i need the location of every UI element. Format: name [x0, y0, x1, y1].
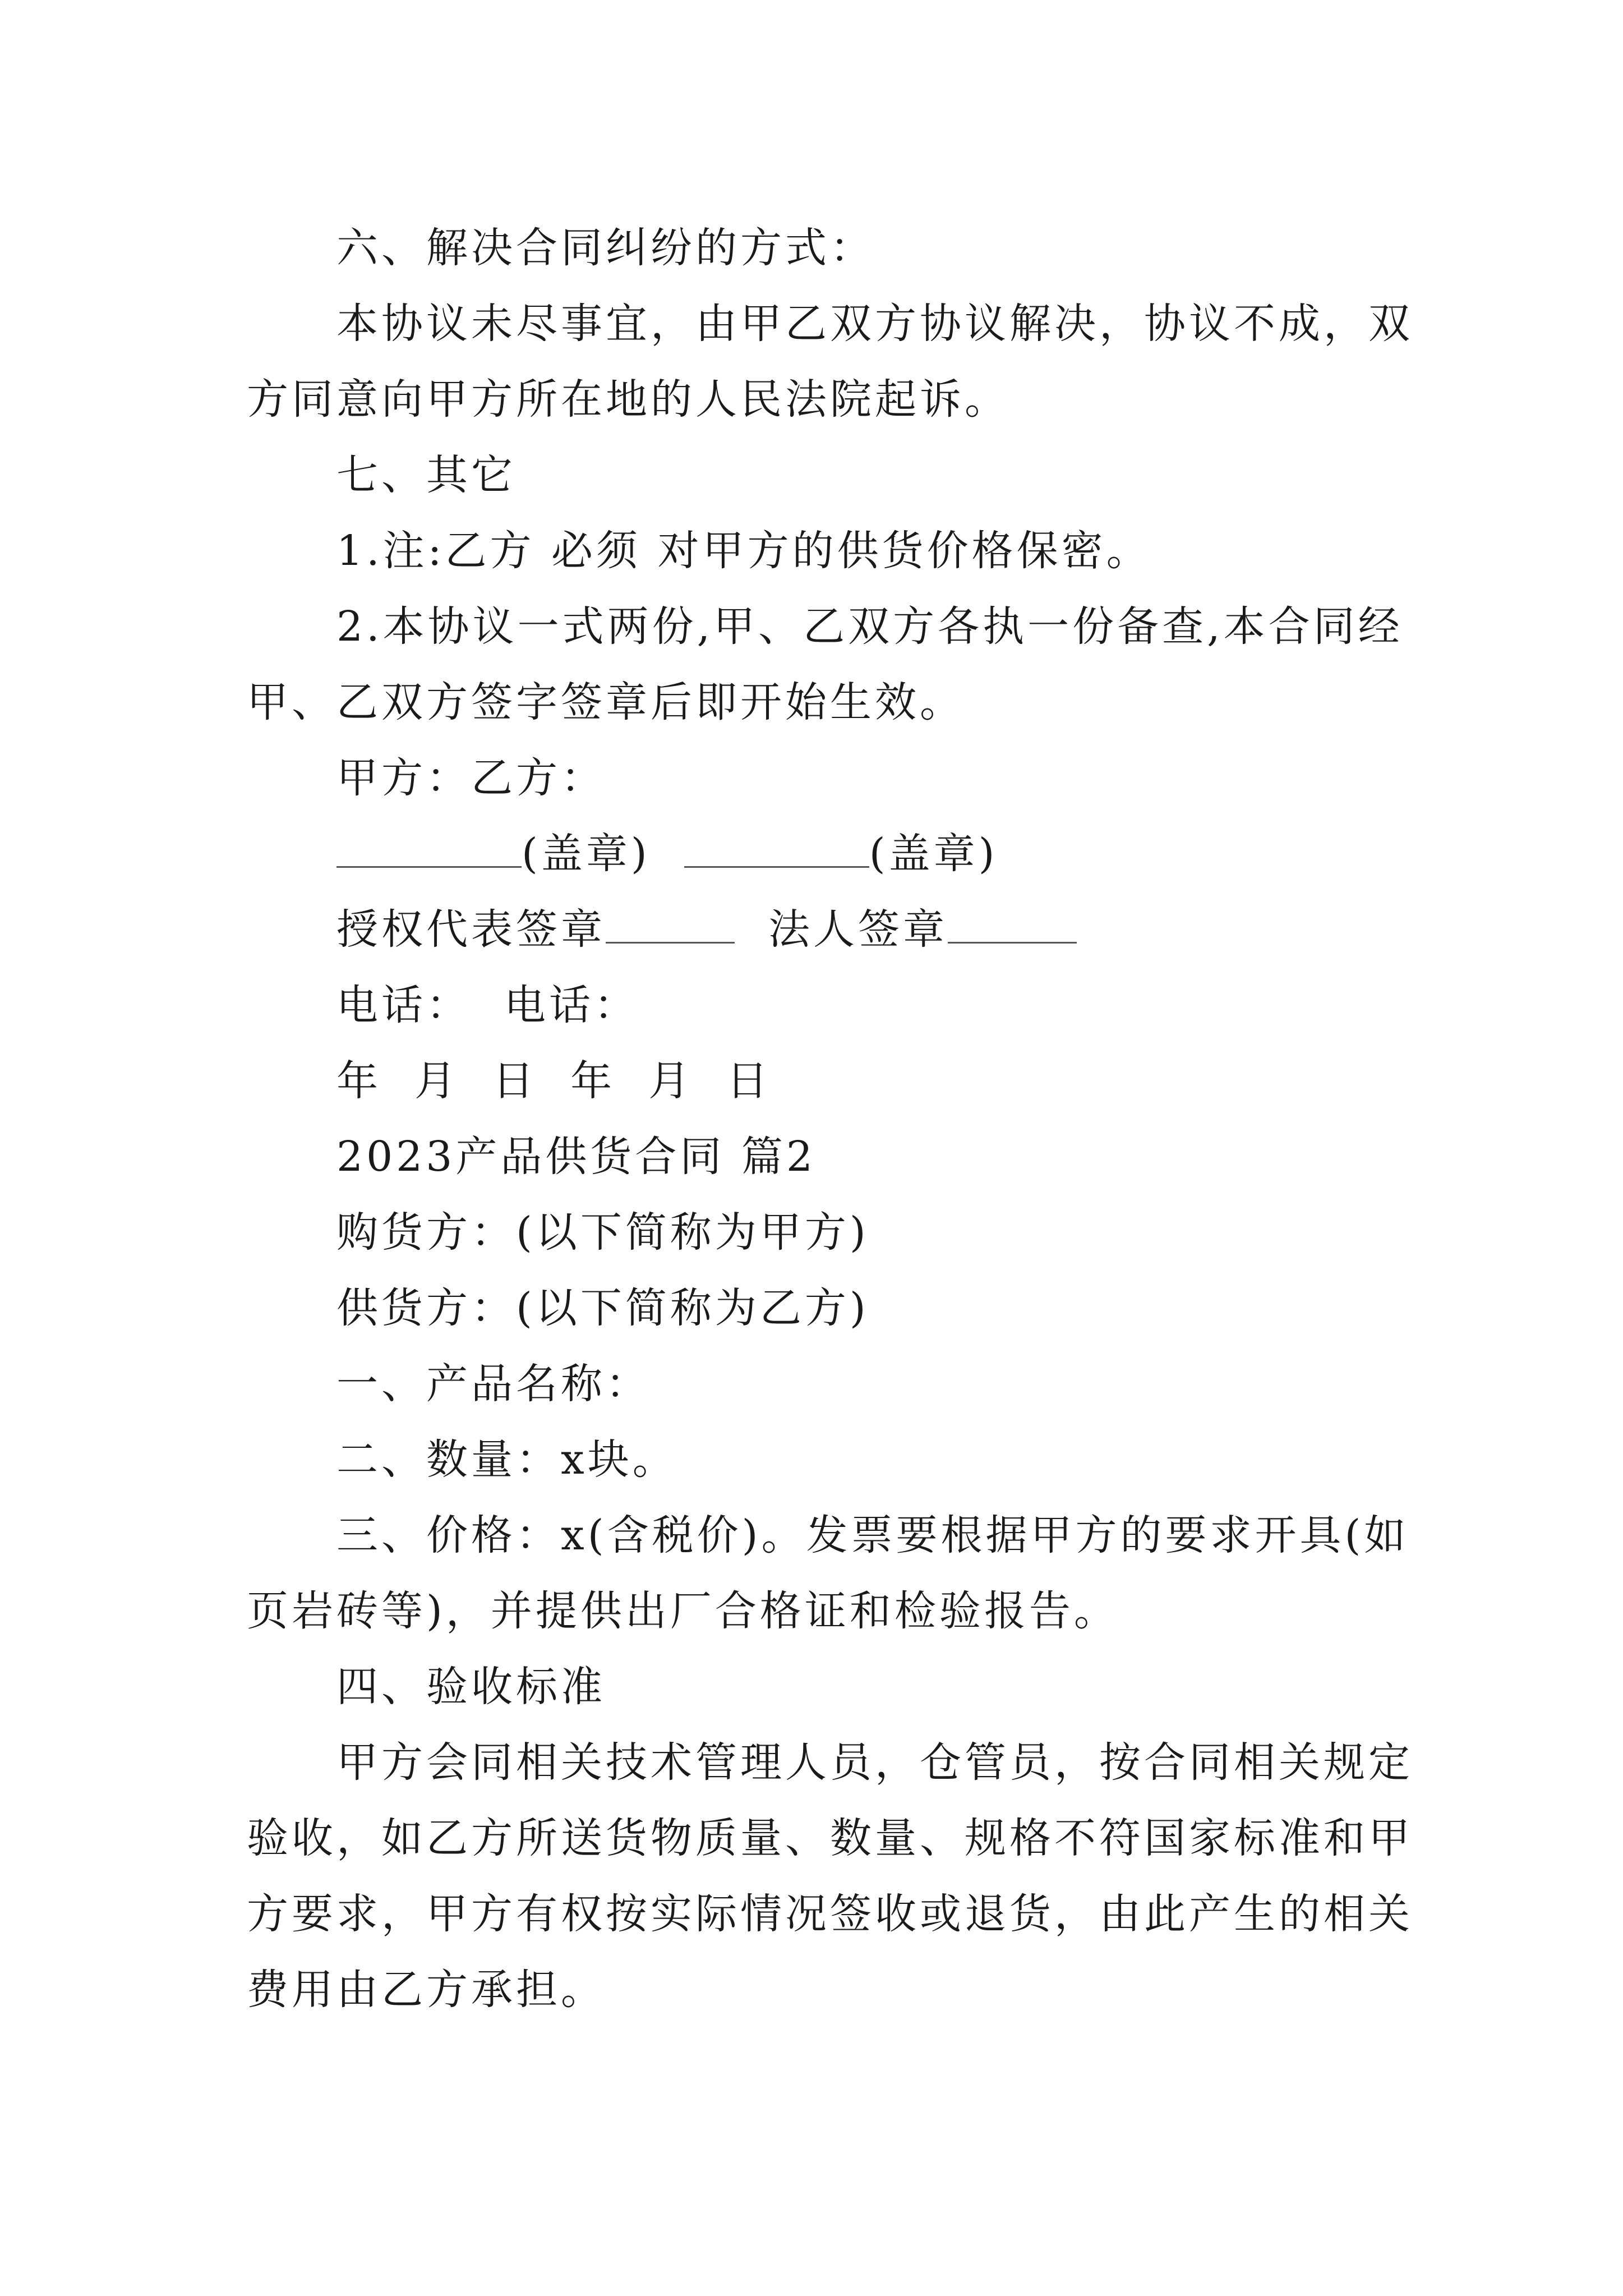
party-labels: 甲方：乙方： — [336, 754, 606, 802]
authorized-rep-blank — [606, 906, 735, 944]
party-a-seal-blank — [336, 830, 522, 868]
supplier-line: 供货方：(以下简称为乙方) — [336, 1284, 869, 1332]
section-heading-dispute-resolution: 六、解决合同纠纷的方式： — [336, 224, 875, 272]
paragraph-line: 方要求，甲方有权按实际情况签收或退货，由此产生的相关 — [247, 1890, 1413, 1938]
clause-item: 2.本协议一式两份,甲、乙双方各执一份备查,本合同经 — [336, 602, 1403, 651]
authorized-rep-label: 授权代表签章 — [336, 905, 606, 954]
paragraph-line: 验收，如乙方所送货物质量、数量、规格不符国家标准和甲 — [247, 1814, 1413, 1862]
buyer-line: 购货方：(以下简称为甲方) — [336, 1208, 869, 1257]
paragraph-line: 甲方会同相关技术管理人员，仓管员，按合同相关规定 — [336, 1738, 1413, 1787]
legal-person-label: 法人签章 — [768, 905, 948, 954]
seal-label-a: (盖章) — [522, 830, 651, 878]
legal-person-blank — [948, 906, 1077, 944]
contract-title: 2023产品供货合同 篇2 — [336, 1133, 816, 1181]
paragraph-line: 费用由乙方承担。 — [247, 1966, 606, 2014]
section-heading-product-name: 一、产品名称： — [336, 1360, 651, 1408]
signature-line — [336, 901, 1391, 958]
paragraph-line: 本协议未尽事宜，由甲乙双方协议解决，协议不成，双 — [336, 300, 1413, 348]
paragraph-line: 方同意向甲方所在地的人民法院起诉。 — [247, 375, 1009, 424]
date-labels: 年 月 日 年 月 日 — [336, 1057, 772, 1105]
section-heading-acceptance: 四、验收标准 — [336, 1663, 606, 1711]
paragraph-line: 页岩砖等)，并提供出厂合格证和检验报告。 — [247, 1587, 1119, 1635]
paragraph-line: 甲、乙双方签字签章后即开始生效。 — [247, 678, 965, 726]
seal-label-b: (盖章) — [869, 830, 998, 878]
seal-line — [336, 826, 1391, 882]
section-heading-other: 七、其它 — [336, 451, 516, 499]
party-b-seal-blank — [684, 830, 869, 868]
section-heading-price: 三、价格：x(含税价)。发票要根据甲方的要求开具(如 — [336, 1511, 1409, 1559]
section-heading-quantity: 二、数量：x块。 — [336, 1435, 677, 1484]
phone-labels: 电话： 电话： — [336, 981, 639, 1029]
clause-item: 1.注:乙方 必须 对甲方的供货价格保密。 — [336, 527, 1151, 575]
